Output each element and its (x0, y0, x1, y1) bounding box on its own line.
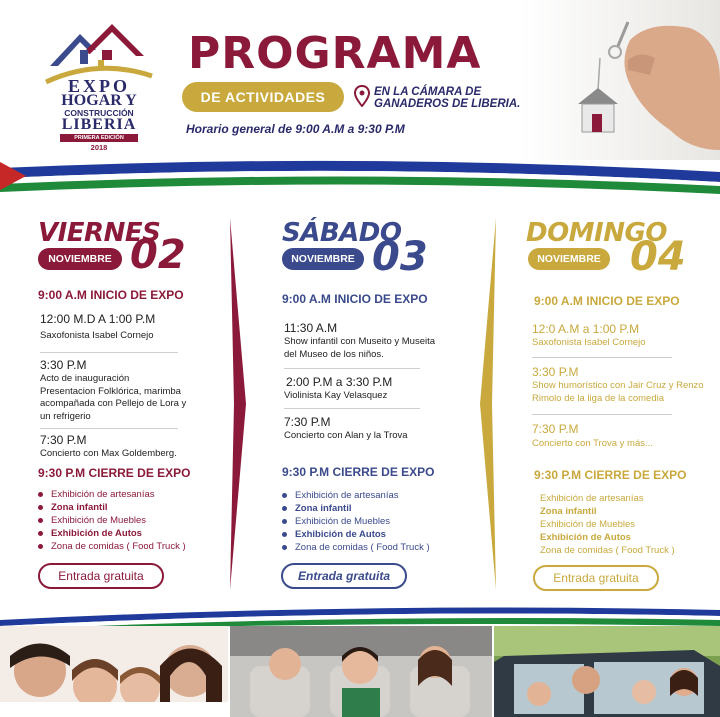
separator (40, 352, 178, 353)
list-item (38, 501, 218, 514)
hand-keychain-image (520, 0, 720, 160)
event-desc-line: Show humorístico con Jair Cruz y Renzo (532, 380, 704, 391)
day-number: 03 (372, 234, 428, 280)
list-item: Exhibición de artesanías (540, 493, 644, 504)
event-time: 7:30 P.M (284, 415, 331, 429)
inicio-expo: 9:00 A.M INICIO DE EXPO (38, 288, 184, 302)
logo-year: 2018 (90, 143, 108, 152)
logo-line3: CONSTRUCCIÓN (64, 108, 134, 118)
location-pin-icon (354, 85, 370, 107)
event-time: 7:30 P.M (40, 433, 87, 447)
location-line1: EN LA CÁMARA DE (374, 86, 482, 98)
logo-edition: PRIMERA EDICIÓN (60, 134, 138, 142)
list-item (282, 541, 462, 554)
list-item-label: Exhibición de Autos (295, 529, 386, 540)
event-desc-line: Presentacion Folklórica, marimba (40, 385, 181, 397)
event-desc-line: Rimolo de la liga de la comedia (532, 392, 665, 404)
event-time: 3:30 P.M (532, 365, 579, 379)
exhibit-list (282, 489, 462, 554)
list-item (38, 514, 218, 527)
family-car-photo (494, 626, 720, 717)
month-pill: NOVIEMBRE (282, 248, 364, 270)
list-item: Exhibición de Autos (540, 532, 631, 543)
event-desc: Saxofonista Isabel Cornejo (532, 337, 646, 348)
list-item-label: Exhibición de Muebles (51, 515, 147, 526)
list-item (282, 502, 462, 515)
list-item-label: Exhibición de artesanías (51, 489, 155, 500)
exhibit-list (540, 492, 710, 557)
event-desc: Concierto con Trova y más... (532, 438, 653, 449)
horario-general: Horario general de 9:00 A.M a 9:30 P.M (186, 122, 405, 136)
event-desc-line: un refrigerio (40, 410, 91, 422)
list-item (282, 489, 462, 502)
divider-arrow-2 (478, 218, 504, 590)
list-item-label: Zona de comidas ( Food Truck ) (51, 541, 186, 552)
bullet (282, 532, 287, 537)
list-item-label: Zona infantil (51, 502, 108, 513)
bullet (38, 518, 43, 523)
event-desc (532, 380, 704, 405)
list-item (38, 527, 218, 540)
separator (532, 357, 672, 358)
separator (284, 368, 420, 369)
expo-logo (40, 20, 158, 150)
list-item-label: Exhibición de Autos (51, 528, 142, 539)
list-item (38, 488, 218, 501)
event-time: 12:00 M.D A 1:00 P.M (40, 312, 156, 326)
bullet (282, 545, 287, 550)
separator (40, 428, 178, 429)
inicio-expo: 9:00 A.M INICIO DE EXPO (282, 292, 428, 306)
bullet (38, 531, 43, 536)
event-desc: Concierto con Max Goldemberg. (40, 448, 177, 459)
logo-line1: EXPO (67, 76, 130, 96)
page-title: PROGRAMA (188, 28, 482, 79)
bullet (38, 492, 43, 497)
flag-stripe-top (0, 150, 720, 200)
inicio-expo: 9:00 A.M INICIO DE EXPO (534, 294, 680, 308)
cierre-expo: 9:30 P.M CIERRE DE EXPO (38, 466, 191, 480)
event-desc-line: Show infantil con Museito y Museita (284, 336, 436, 347)
cierre-expo: 9:30 P.M CIERRE DE EXPO (534, 468, 687, 482)
divider-arrow-1 (222, 218, 248, 590)
event-desc (40, 373, 186, 423)
list-item: Zona infantil (540, 506, 597, 517)
day-name: DOMINGO (526, 218, 667, 248)
event-desc-line: Acto de inauguración (40, 373, 130, 384)
list-item-label: Exhibición de Muebles (295, 516, 391, 527)
list-item: Exhibición de Muebles (540, 519, 636, 530)
list-item-label: Zona infantil (295, 503, 352, 514)
list-item (38, 540, 218, 553)
event-desc: Saxofonista Isabel Cornejo (40, 330, 154, 341)
list-item (282, 515, 462, 528)
family-photo (0, 626, 228, 717)
logo-line4: LIBERIA (61, 116, 137, 133)
entrada-gratuita-badge: Entrada gratuita (281, 563, 407, 589)
exhibit-list (38, 488, 218, 553)
day-name: VIERNES (38, 218, 161, 248)
location-text (374, 86, 520, 110)
logo-line2: HOGAR Y (61, 92, 137, 109)
bullet (38, 544, 43, 549)
list-item (282, 528, 462, 541)
event-desc: Violinista Kay Velasquez (284, 390, 388, 401)
month-pill: NOVIEMBRE (38, 248, 122, 270)
bullet (38, 505, 43, 510)
event-desc-line: acompañada con Pellejo de Lora y (40, 398, 187, 409)
month-pill: NOVIEMBRE (528, 248, 610, 270)
actividades-pill: DE ACTIVIDADES (182, 82, 344, 112)
event-desc (284, 336, 435, 361)
day-name: SÁBADO (282, 218, 402, 248)
kids-in-car-photo (230, 626, 492, 717)
bullet (282, 506, 287, 511)
entrada-gratuita-badge: Entrada gratuita (38, 563, 164, 589)
event-desc-line: del Museo de los niños. (284, 348, 384, 360)
cierre-expo: 9:30 P.M CIERRE DE EXPO (282, 465, 435, 479)
event-time: 2:00 P.M a 3:30 P.M (286, 375, 393, 389)
list-item: Zona de comidas ( Food Truck ) (540, 545, 675, 556)
entrada-gratuita-badge: Entrada gratuita (533, 565, 659, 591)
list-item-label: Zona de comidas ( Food Truck ) (295, 542, 430, 553)
list-item-label: Exhibición de artesanías (295, 490, 399, 501)
location-line2: GANADEROS DE LIBERIA. (374, 98, 521, 110)
event-time: 11:30 A.M (284, 321, 338, 335)
event-time: 12:0 A.M a 1:00 P.M (532, 322, 640, 336)
separator (284, 408, 420, 409)
bullet (282, 519, 287, 524)
bullet (282, 493, 287, 498)
day-number: 04 (630, 234, 686, 280)
event-time: 3:30 P.M (40, 358, 87, 372)
separator (532, 414, 672, 415)
event-time: 7:30 P.M (532, 422, 579, 436)
day-number: 02 (130, 232, 186, 278)
event-desc: Concierto con Alan y la Trova (284, 430, 408, 441)
